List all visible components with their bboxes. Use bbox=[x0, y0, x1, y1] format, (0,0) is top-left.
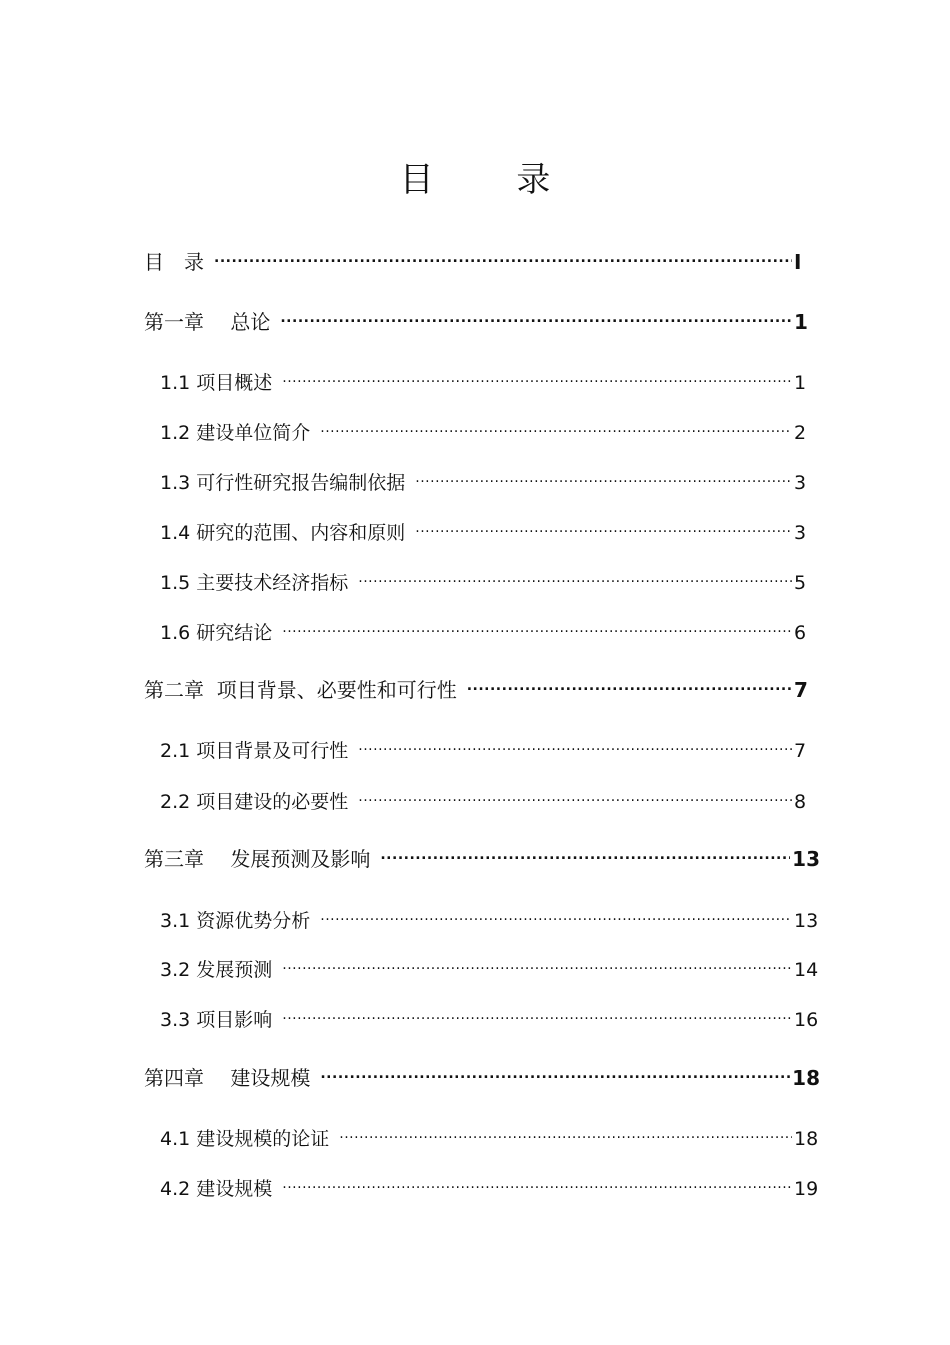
dot-leader bbox=[415, 461, 792, 489]
toc-entry-page: 6 bbox=[794, 622, 807, 644]
toc-entry-label: 1.6 研究结论 bbox=[160, 622, 273, 644]
toc-entry-page: 18 bbox=[792, 1066, 820, 1090]
toc-entry-label: 4.2 建设规模 bbox=[160, 1178, 273, 1200]
toc-entry-section-1-4[interactable] bbox=[160, 511, 820, 544]
toc-entry-label: 第四章 建设规模 bbox=[144, 1066, 311, 1090]
dot-leader bbox=[358, 561, 792, 589]
toc-entry-chapter-4[interactable] bbox=[144, 1057, 820, 1090]
toc-entry-page: 7 bbox=[794, 740, 807, 762]
toc-entry-label: 3.2 发展预测 bbox=[160, 959, 273, 981]
toc-entry-section-4-2[interactable] bbox=[160, 1167, 820, 1200]
dot-leader bbox=[282, 611, 792, 639]
toc-entry-page: 14 bbox=[794, 959, 819, 981]
toc-entry-section-3-3[interactable] bbox=[160, 998, 820, 1031]
toc-entry-label: 第三章 发展预测及影响 bbox=[144, 847, 371, 871]
toc-entry-section-4-1[interactable] bbox=[160, 1117, 820, 1150]
toc-entry-page: 19 bbox=[794, 1178, 819, 1200]
toc-entry-section-1-5[interactable] bbox=[160, 561, 820, 594]
toc-entry-section-1-3[interactable] bbox=[160, 461, 820, 494]
dot-leader bbox=[282, 361, 792, 389]
toc-entry-page: 16 bbox=[794, 1009, 819, 1031]
toc-entry-page: 1 bbox=[794, 310, 808, 334]
toc-entry-label: 3.3 项目影响 bbox=[160, 1009, 273, 1031]
toc-entry-label: 1.3 可行性研究报告编制依据 bbox=[160, 472, 406, 494]
dot-leader bbox=[282, 948, 792, 976]
toc-entry-page: 13 bbox=[792, 847, 820, 871]
dot-leader bbox=[320, 1057, 790, 1085]
toc-entry-label: 1.2 建设单位简介 bbox=[160, 422, 311, 444]
toc-entry-page: 3 bbox=[794, 522, 807, 544]
toc-entry-section-1-1[interactable] bbox=[160, 361, 820, 394]
page-title: 目 录 bbox=[399, 160, 587, 200]
toc-entry-page: 5 bbox=[794, 572, 807, 594]
toc-entry-label: 4.1 建设规模的论证 bbox=[160, 1128, 330, 1150]
toc-entry-page: 1 bbox=[794, 372, 807, 394]
toc-entry-section-1-6[interactable] bbox=[160, 611, 820, 644]
toc-entry-page: 18 bbox=[794, 1128, 819, 1150]
toc-entry-section-3-1[interactable] bbox=[160, 899, 820, 932]
dot-leader bbox=[358, 780, 792, 808]
dot-leader bbox=[320, 899, 792, 927]
toc-entry-label: 1.4 研究的范围、内容和原则 bbox=[160, 522, 406, 544]
dot-leader bbox=[280, 301, 792, 329]
toc-entry-label: 2.1 项目背景及可行性 bbox=[160, 740, 349, 762]
toc-entry-label: 第一章 总论 bbox=[144, 310, 271, 334]
toc-entry-section-1-2[interactable] bbox=[160, 411, 820, 444]
dot-leader bbox=[320, 411, 792, 439]
toc-entry-page: 2 bbox=[794, 422, 807, 444]
toc-entry-label: 1.5 主要技术经济指标 bbox=[160, 572, 349, 594]
toc-entry-section-3-2[interactable] bbox=[160, 948, 820, 981]
dot-leader bbox=[339, 1117, 792, 1145]
toc-entry-chapter-1[interactable] bbox=[144, 301, 820, 334]
toc-entry-contents[interactable] bbox=[144, 241, 820, 274]
toc-entry-chapter-2[interactable] bbox=[144, 669, 820, 702]
dot-leader bbox=[282, 1167, 792, 1195]
dot-leader bbox=[380, 838, 790, 866]
dot-leader bbox=[415, 511, 792, 539]
toc-entry-section-2-2[interactable] bbox=[160, 780, 820, 813]
toc-entry-page: 7 bbox=[794, 678, 808, 702]
toc-entry-page: 3 bbox=[794, 472, 807, 494]
toc-entry-page: 13 bbox=[794, 910, 819, 932]
dot-leader bbox=[214, 241, 792, 269]
toc-entry-page: I bbox=[794, 250, 802, 274]
toc-entry-label: 目 录 bbox=[144, 250, 204, 274]
toc-entry-label: 1.1 项目概述 bbox=[160, 372, 273, 394]
toc-entry-chapter-3[interactable] bbox=[144, 838, 820, 871]
toc-entry-page: 8 bbox=[794, 791, 807, 813]
dot-leader bbox=[358, 729, 792, 757]
dot-leader bbox=[282, 998, 792, 1026]
toc-entry-section-2-1[interactable] bbox=[160, 729, 820, 762]
toc-entry-label: 3.1 资源优势分析 bbox=[160, 910, 311, 932]
toc-entry-label: 第二章 项目背景、必要性和可行性 bbox=[144, 678, 457, 702]
toc-entry-label: 2.2 项目建设的必要性 bbox=[160, 791, 349, 813]
dot-leader bbox=[467, 669, 792, 697]
